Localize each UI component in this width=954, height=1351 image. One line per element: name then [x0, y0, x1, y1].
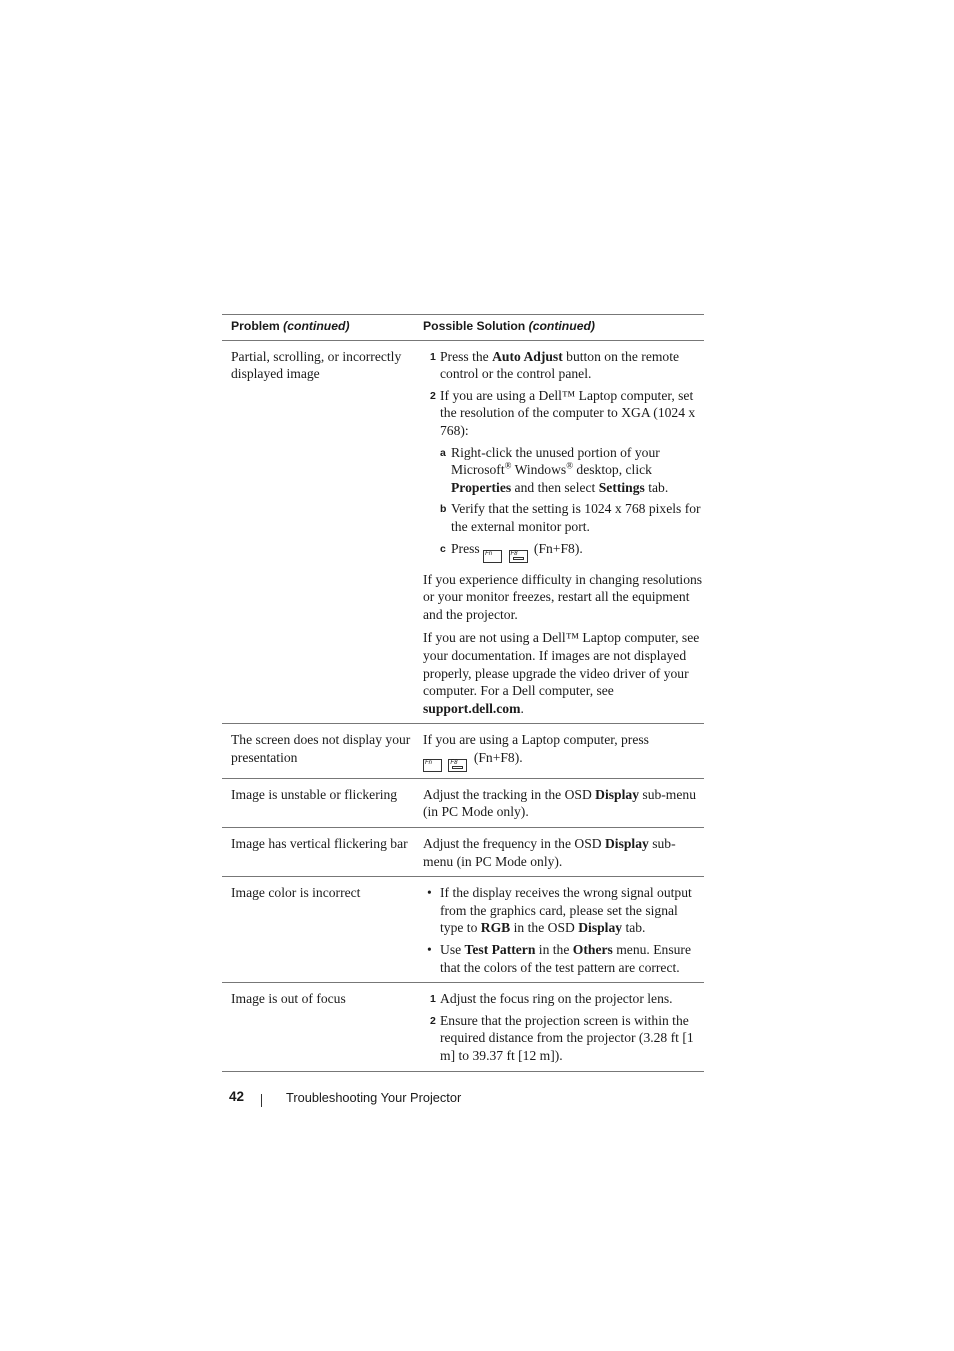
- problem-cell: Image has vertical flickering bar: [222, 828, 421, 877]
- problem-cell: Partial, scrolling, or incorrectly displayed image: [222, 340, 421, 724]
- solution-step: 1 Press the Auto Adjust button on the remote control or the control panel.: [430, 348, 680, 382]
- solution-cell: [421, 340, 704, 724]
- table-row: [222, 983, 704, 1071]
- solution-cell: Adjust the tracking in the OSD Display sub-menu (in PC Mode only).: [421, 778, 704, 827]
- problem-cell: Image color is incorrect: [222, 877, 421, 983]
- table-row: [222, 877, 704, 983]
- solution-step: 1 Adjust the focus ring on the projector lens.: [430, 991, 673, 1007]
- solution-cell: If you are using a Laptop computer, press Fn F8 (Fn+F8).: [421, 724, 704, 779]
- footer-divider: [261, 1094, 262, 1107]
- solution-paragraph: If you are not using a Dell™ Laptop computer, see your documentation. If images are not displayed properly, please upgrade the video driver of your computer. For a Dell computer, see support.dell.com.: [423, 630, 700, 716]
- problem-column-header: Problem (continued): [222, 315, 421, 341]
- page-number: 42: [229, 1089, 245, 1104]
- fn-key-icon: Fn: [423, 759, 442, 772]
- solution-column-header: Possible Solution (continued): [421, 315, 704, 341]
- table-row: [222, 828, 704, 877]
- solution-bullet: • If the display receives the wrong signal output from the graphics card, please set the signal type to RGB in the OSD Display tab.: [427, 885, 692, 936]
- troubleshooting-table: [222, 314, 704, 1072]
- table-row: [222, 340, 704, 724]
- solution-step: 2 If you are using a Dell™ Laptop computer, set the resolution of the computer to XGA (1024 x 768):: [430, 387, 696, 438]
- table-row: [222, 724, 704, 779]
- problem-cell: Image is out of focus: [222, 983, 421, 1071]
- support-link: support.dell.com: [423, 700, 521, 716]
- f8-key-icon: F8: [509, 550, 528, 563]
- solution-paragraph: If you experience difficulty in changing resolutions or your monitor freezes, restart all the equipment and the projector.: [423, 571, 703, 622]
- solution-substep: a Right-click the unused portion of your Microsoft® Windows® desktop, click Properties and then select Settings tab.: [440, 444, 669, 495]
- f8-key-icon: F8: [448, 759, 467, 772]
- solution-substep: b Verify that the setting is 1024 x 768 pixels for the external monitor port.: [440, 501, 701, 534]
- solution-cell: [421, 877, 704, 983]
- solution-step: 2 Ensure that the projection screen is within the required distance from the projector (3.28 ft [1 m] to 39.37 ft [12 m]).: [430, 1012, 694, 1063]
- problem-cell: Image is unstable or flickering: [222, 778, 421, 827]
- solution-bullet: • Use Test Pattern in the Others menu. Ensure that the colors of the test pattern are correct.: [427, 942, 691, 975]
- table-row: [222, 778, 704, 827]
- footer-title: Troubleshooting Your Projector: [286, 1090, 462, 1105]
- solution-cell: Adjust the frequency in the OSD Display sub-menu (in PC Mode only).: [421, 828, 704, 877]
- fn-key-icon: Fn: [483, 550, 502, 563]
- table-header-row: [222, 315, 704, 341]
- solution-substep: c Press Fn F8 (Fn+F8).: [423, 540, 704, 563]
- solution-cell: [421, 983, 704, 1071]
- problem-cell: The screen does not display your presentation: [222, 724, 421, 779]
